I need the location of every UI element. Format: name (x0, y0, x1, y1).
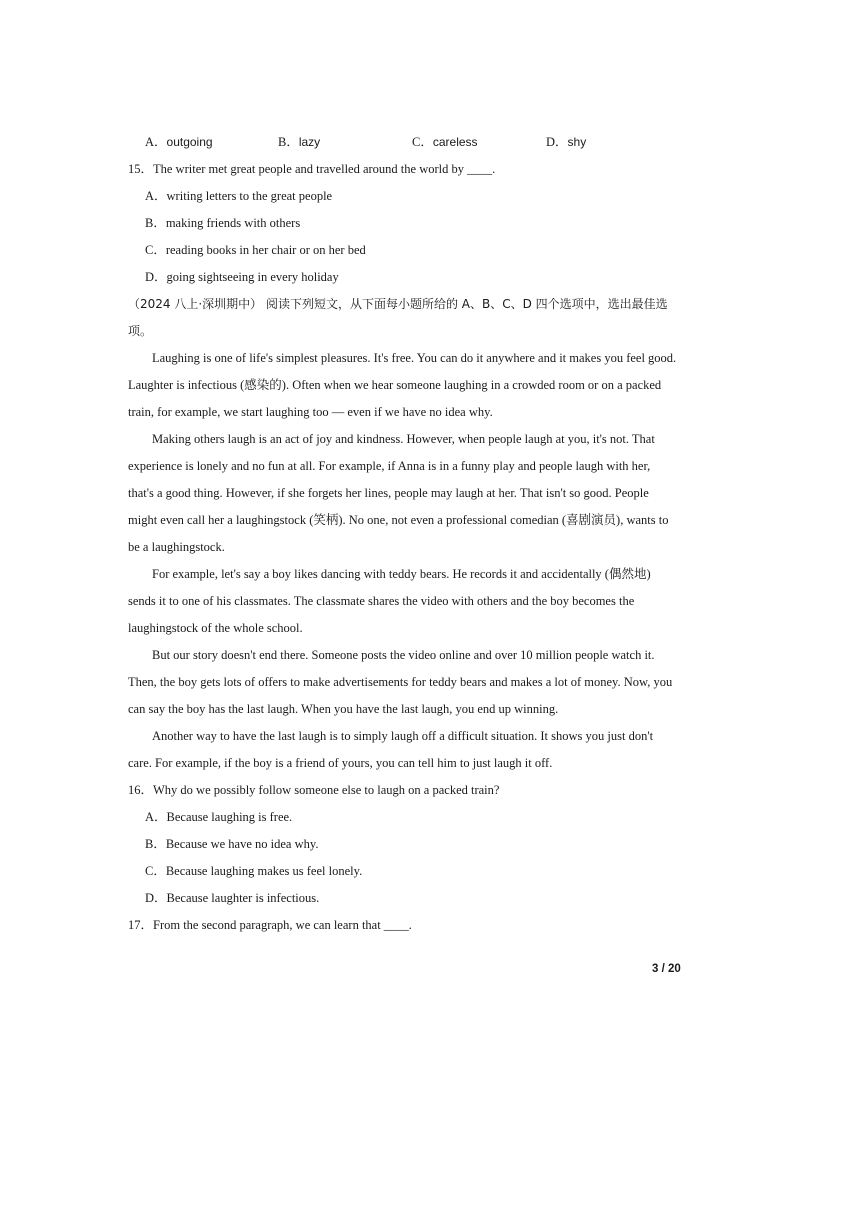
passage-line: Making others laugh is an act of joy and kindness. However, when people laugh at you, it's not. That (152, 432, 655, 446)
q14-option-c (412, 134, 478, 150)
passage-line: For example, let's say a boy likes dancing with teddy bears. He records it and accidentally (偶然地) (152, 567, 651, 581)
passage-line: care. For example, if the boy is a friend of yours, you can tell him to just laugh it off. (128, 756, 553, 770)
option-text: outgoing (166, 135, 213, 149)
passage-line: experience is lonely and no fun at all. For example, if Anna is in a funny play and people laugh with her, (128, 459, 651, 473)
option-text: shy (567, 135, 587, 149)
q15-option-c: C．reading books in her chair or on her bed (145, 243, 366, 257)
passage-line: might even call her a laughingstock (笑柄). No one, not even a professional comedian (喜剧演员), wants to (128, 513, 669, 527)
option-letter: B． (278, 135, 299, 149)
option-letter: C． (412, 135, 433, 149)
q16-stem: 16．Why do we possibly follow someone else to laugh on a packed train? (128, 783, 500, 797)
passage-line: Laughter is infectious (感染的). Often when we hear someone laughing in a crowded room or on a packed (128, 378, 662, 392)
passage-line: laughingstock of the whole school. (128, 621, 303, 635)
passage-line: Laughing is one of life's simplest pleasures. It's free. You can do it anywhere and it makes you feel good. (152, 351, 677, 365)
option-text: lazy (298, 135, 321, 149)
option-letter: D． (546, 135, 568, 149)
q16-option-a: A．Because laughing is free. (145, 810, 293, 824)
option-text: careless (432, 135, 478, 149)
q15-option-b: B．making friends with others (145, 216, 301, 230)
q14-option-d (546, 134, 586, 150)
option-letter: A． (145, 135, 167, 149)
page-number: 3 / 20 (652, 963, 681, 975)
q16-option-d: D．Because laughter is infectious. (145, 891, 320, 905)
passage-line: that's a good thing. However, if she forgets her lines, people may laugh at her. That isn't so good. People (128, 486, 649, 500)
q15-option-d: D．going sightseeing in every holiday (145, 270, 339, 284)
q15-option-a: A．writing letters to the great people (145, 189, 333, 203)
passage-line: can say the boy has the last laugh. When you have the last laugh, you end up winning. (128, 702, 559, 716)
q16-option-c: C．Because laughing makes us feel lonely. (145, 864, 363, 878)
section-instruction-line1: （2024 八上·深圳期中） 阅读下列短文，从下面每小题所给的 A、B、C、D 四个选项中，选出最佳选 (128, 297, 668, 311)
passage-line: train, for example, we start laughing too — even if we have no idea why. (128, 405, 493, 419)
passage-line: be a laughingstock. (128, 540, 225, 554)
passage-line: Another way to have the last laugh is to simply laugh off a difficult situation. It shows you just don't (152, 729, 654, 743)
passage-line: But our story doesn't end there. Someone posts the video online and over 10 million people watch it. (152, 648, 655, 662)
q14-option-b (278, 134, 320, 150)
q15-stem: 15．The writer met great people and travelled around the world by ____. (128, 162, 496, 176)
q14-option-a (145, 134, 213, 150)
q17-stem: 17．From the second paragraph, we can learn that ____. (128, 918, 412, 932)
passage-line: sends it to one of his classmates. The classmate shares the video with others and the boy becomes the (128, 594, 635, 608)
passage-line: Then, the boy gets lots of offers to make advertisements for teddy bears and makes a lot of money. Now, you (128, 675, 673, 689)
q16-option-b: B．Because we have no idea why. (145, 837, 319, 851)
section-instruction-line2: 项。 (128, 324, 153, 338)
